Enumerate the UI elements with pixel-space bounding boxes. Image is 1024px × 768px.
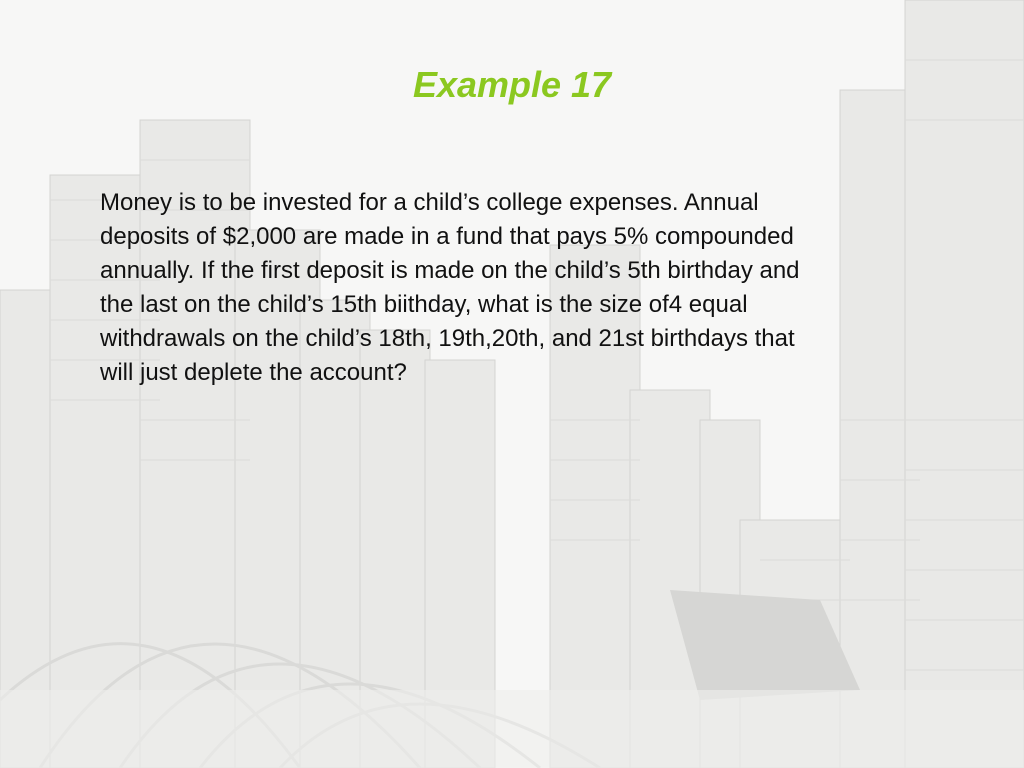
problem-text-line: withdrawals on the child’s 18th, 19th,20th, and 21st birthdays that — [100, 325, 795, 352]
problem-text-line: the last on the child’s 15th biithday, what is the size of4 equal — [100, 291, 748, 318]
problem-text-line: deposits of $2,000 are made in a fund that pays 5% compounded — [100, 223, 794, 250]
problem-text-line: will just deplete the account? — [100, 359, 407, 386]
problem-text — [100, 186, 940, 390]
slide-title: Example 17 — [412, 64, 612, 105]
problem-text-line: annually. If the first deposit is made on the child’s 5th birthday and — [100, 257, 800, 284]
problem-text-line: Money is to be invested for a child’s college expenses. Annual — [100, 189, 759, 216]
